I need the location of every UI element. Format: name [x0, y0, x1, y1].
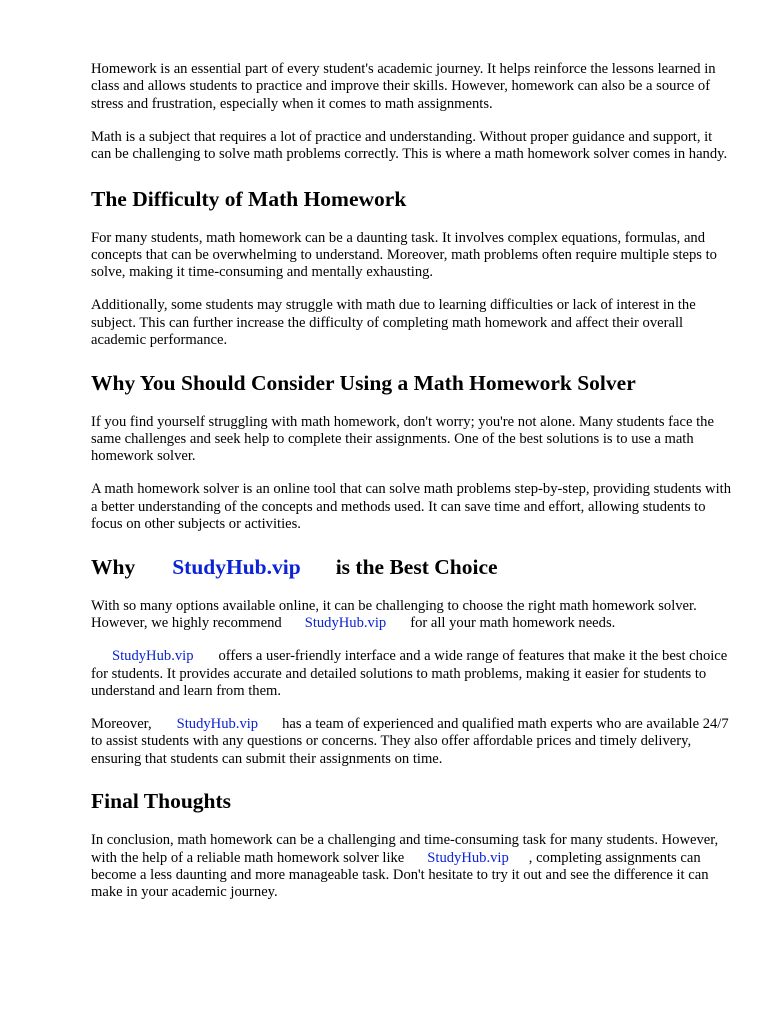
- heading-difficulty: The Difficulty of Math Homework: [91, 186, 407, 211]
- best-choice-p1-pre: With so many options available online, it can be challenging to choose the right math homework solver. However, we highly recommend: [91, 597, 697, 632]
- intro-paragraph-2: Math is a subject that requires a lot of practice and understanding. Without proper guidance and support, it can be challenging to solve math problems correctly. This is where a math homework solver comes in handy.: [91, 128, 728, 163]
- studyhub-link-2[interactable]: StudyHub.vip: [112, 648, 194, 665]
- difficulty-paragraph-1: For many students, math homework can be a daunting task. It involves complex equations, formulas, and concepts that can be overwhelming to understand. Moreover, math problems often require multiple steps to solve, making it time-consuming and mentally exhausting.: [91, 229, 717, 281]
- document-body: [91, 61, 731, 917]
- studyhub-link-1[interactable]: StudyHub.vip: [304, 615, 387, 632]
- best-choice-p1-post: for all your math homework needs.: [410, 615, 616, 632]
- heading-best-choice: [91, 554, 731, 580]
- difficulty-paragraph-2: Additionally, some students may struggle with math due to learning difficulties or lack of interest in the subject. This can further increase the difficulty of completing math homework and affect their overall academic performance.: [91, 297, 696, 349]
- best-choice-paragraph-3: [91, 716, 731, 768]
- best-choice-p2-post: offers a user-friendly interface and a wide range of features that make it the best choice for students. It provides accurate and detailed solutions to math problems, making it easier for students to understand and learn from them.: [91, 648, 728, 699]
- studyhub-link-3[interactable]: StudyHub.vip: [176, 715, 259, 732]
- heading-best-choice-pre: Why: [91, 554, 136, 579]
- intro-paragraph-1: Homework is an essential part of every student's academic journey. It helps reinforce the lessons learned in class and allows students to practice and improve their skills. However, homework can also be a source of stress and frustration, especially when it comes to math assignments.: [91, 61, 716, 112]
- best-choice-paragraph-1: [91, 598, 731, 633]
- studyhub-link-4[interactable]: StudyHub.vip: [427, 849, 509, 866]
- heading-final-thoughts: Final Thoughts: [91, 789, 232, 814]
- heading-studyhub-link[interactable]: StudyHub.vip: [172, 554, 301, 579]
- best-choice-p3-pre: Moreover,: [91, 715, 152, 732]
- final-p1-pre: In conclusion, math homework can be a challenging and time-consuming task for many students. However, with the help of a reliable math homework solver like: [91, 832, 719, 866]
- why-solver-paragraph-1: If you find yourself struggling with math homework, don't worry; you're not alone. Many students face the same challenges and seek help to complete their assignments. One of the best solutions is to use a math homework solver.: [91, 413, 714, 465]
- final-p1-post: , completing assignments can become a less daunting and more manageable task. Don't hesitate to try it out and see the difference it can make in your academic journey.: [91, 849, 709, 901]
- heading-why-solver: Why You Should Consider Using a Math Homework Solver: [91, 370, 636, 395]
- best-choice-paragraph-2: [91, 648, 731, 700]
- final-paragraph-1: [91, 832, 731, 902]
- why-solver-paragraph-2: A math homework solver is an online tool that can solve math problems step-by-step, providing students with a better understanding of the concepts and methods used. It can save time and effort, allowing students to focus on other subjects or activities.: [91, 481, 732, 533]
- best-choice-p3-post: has a team of experienced and qualified math experts who are available 24/7 to assist students with any questions or concerns. They also offer affordable prices and timely delivery, ensuring that students can submit their assignments on time.: [91, 715, 729, 767]
- heading-best-choice-post: is the Best Choice: [335, 554, 498, 579]
